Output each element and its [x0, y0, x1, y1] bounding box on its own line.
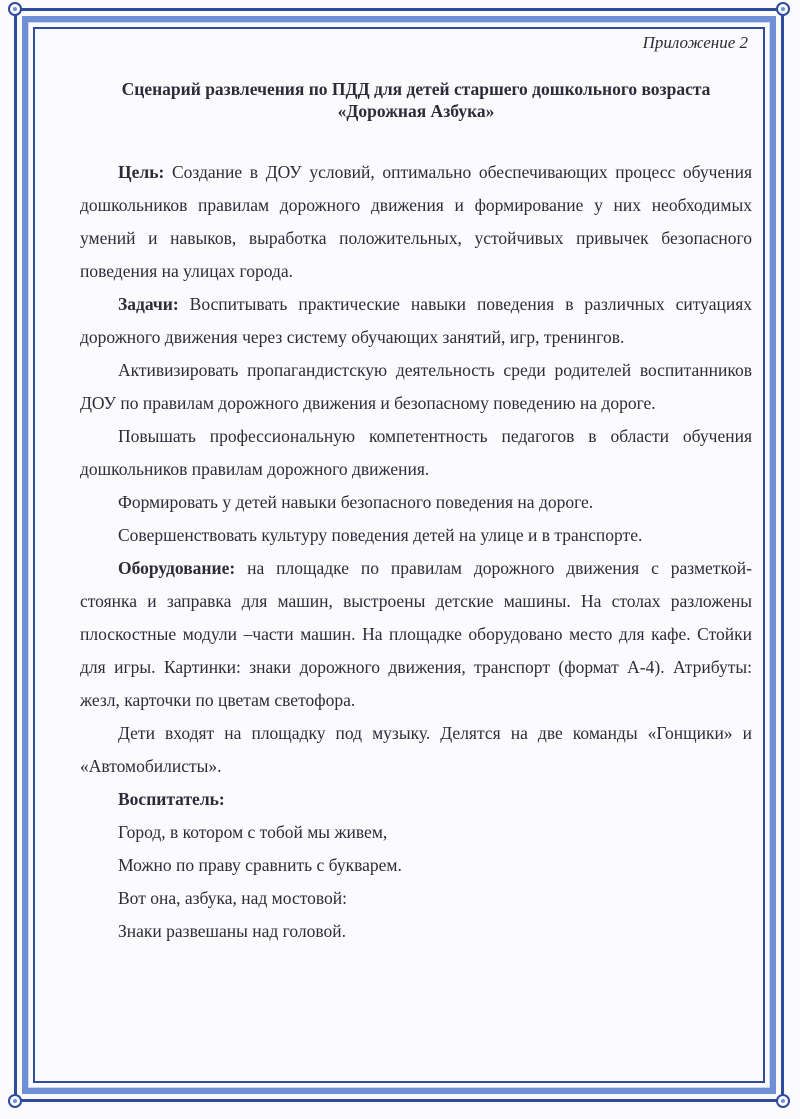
goal-text: Создание в ДОУ условий, оптимально обеспечивающих процесс обучения дошкольников правилам дорожного движения и формирование у них необходимых умений и навыков, выработка положительных, устойчивых привычек безопасного поведения на улицах города.	[80, 162, 752, 281]
corner-ornament-icon	[776, 1094, 790, 1108]
task-paragraph: Повышать профессиональную компетентность педагогов в области обучения дошкольников правилам дорожного движения.	[80, 426, 752, 479]
corner-ornament-icon	[8, 1094, 22, 1108]
task-paragraph: Активизировать пропагандистскую деятельность среди родителей воспитанников ДОУ по правилам дорожного движения и безопасному поведению на дороге.	[80, 360, 752, 413]
equipment-text: на площадке по правилам дорожного движения с разметкой- стоянка и заправка для машин, выстроены детские машины. На столах разложены плоскостные модули –части машин. На площадке оборудовано место для кафе. Стойки для игры. Картинки: знаки дорожного движения, транспорт (формат А-4). Атрибуты: жезл, карточки по цветам светофора.	[80, 558, 752, 710]
corner-ornament-icon	[776, 2, 790, 16]
goal-paragraph	[80, 156, 752, 288]
appendix-label: Приложение 2	[642, 33, 748, 52]
intro-paragraph: Дети входят на площадку под музыку. Делятся на две команды «Гонщики» и «Автомобилисты».	[80, 723, 752, 776]
equipment-paragraph	[80, 552, 752, 717]
tasks-text: Воспитывать практические навыки поведения в различных ситуациях дорожного движения через систему обучающих занятий, игр, тренингов.	[80, 294, 752, 347]
verse-line: Знаки развешаны над головой.	[118, 921, 347, 941]
document-title: Сценарий развлечения по ПДД для детей старшего дошкольного возраста «Дорожная Азбука»	[121, 79, 711, 121]
corner-ornament-icon	[8, 2, 22, 16]
tasks-paragraph	[80, 288, 752, 354]
tasks-label: Задачи:	[118, 294, 179, 314]
goal-label: Цель:	[118, 162, 165, 182]
verse-line: Вот она, азбука, над мостовой:	[118, 888, 347, 908]
equipment-label: Оборудование:	[118, 558, 236, 578]
task-paragraph: Формировать у детей навыки безопасного поведения на дороге.	[118, 492, 594, 512]
verse-line: Город, в котором с тобой мы живем,	[118, 822, 388, 842]
document-body	[80, 30, 752, 948]
task-paragraph: Совершенствовать культуру поведения детей на улице и в транспорте.	[118, 525, 643, 545]
verse-line: Можно по праву сравнить с букварем.	[118, 855, 402, 875]
speaker-label: Воспитатель:	[118, 789, 225, 809]
